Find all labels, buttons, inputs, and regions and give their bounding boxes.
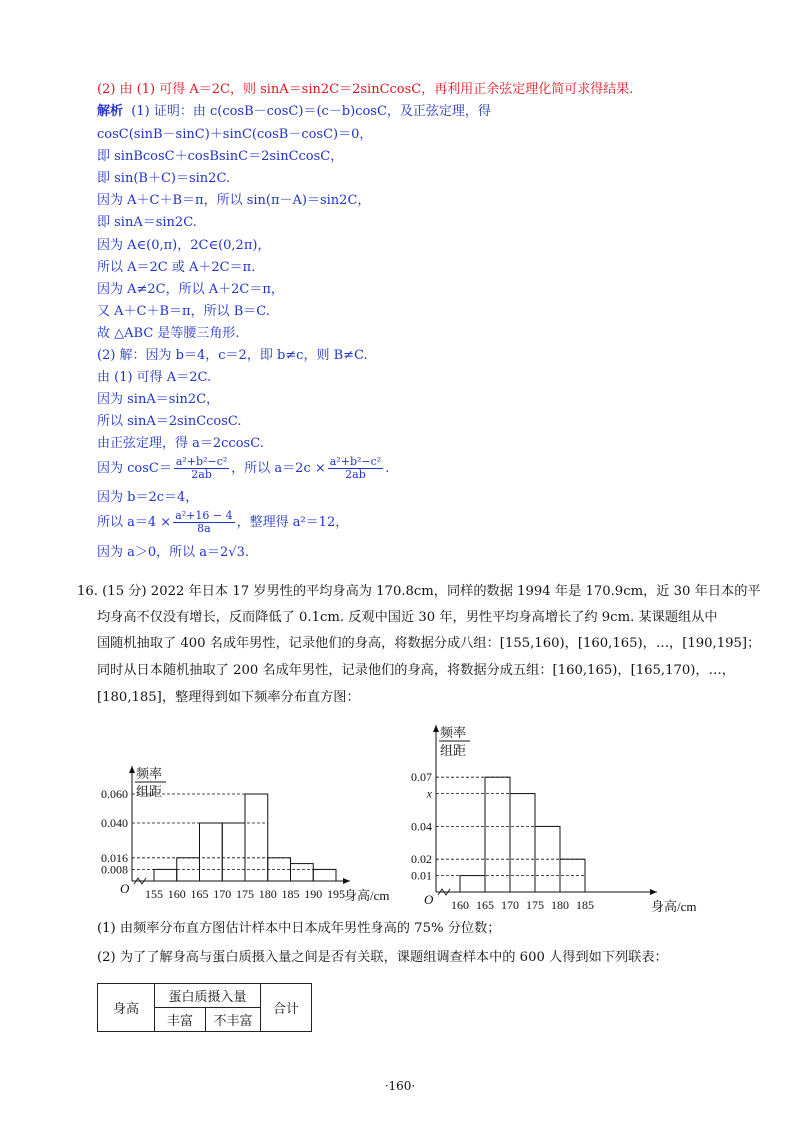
x-tick-label: 195 (327, 887, 345, 901)
x-tick-label: 170 (213, 887, 232, 901)
total-header: 合计 (261, 984, 312, 1032)
histogram-bar (154, 869, 177, 881)
y-tick-label: 0.016 (101, 850, 128, 865)
x-tick-label: 165 (476, 898, 494, 912)
cos-formula-line: 因为 cosC＝ $\frac{\text{a²+b²−c²}}{2ab}$ ，所以 a＝2c × $\frac{\text{a²+b²−c²}}{2ab}$ . (97, 455, 390, 481)
solution-line-16: 由正弦定理，得 a＝2ccosC. (97, 436, 264, 451)
histogram-bar (222, 823, 245, 881)
y-axis-arrow (129, 766, 135, 773)
x-tick-label: 185 (576, 898, 594, 912)
a-sub-fraction: $\frac{\text{a²+16 − 4}}{8a}$ (175, 509, 233, 535)
solution-line-14: 因为 sinA＝sin2C， (97, 392, 220, 407)
x-tick-label: 175 (526, 898, 544, 912)
solution-line-2: cosC(sinB－sinC)＋sinC(cosB－cosC)＝0， (97, 127, 373, 142)
solution-line-5: 因为 A＋C＋B＝π，所以 sin(π－A)＝sin2C， (97, 193, 371, 208)
hint-line: (2) 由 (1) 可得 A＝2C，则 sinA＝sin2C＝2sinCcosC，再利用正余弦定理化简可求得结果. (97, 82, 634, 97)
p16-line-4: 同时从日本随机抽取了 200 名成年男性，记录他们的身高，将数据分成五组：[160,165)，[165,170)，…， (97, 663, 735, 678)
japan-histogram (402, 715, 697, 915)
x-tick-label: 180 (551, 898, 569, 912)
x-tick-label: 175 (236, 887, 254, 901)
protein-header: 蛋白质摄入量 (155, 984, 261, 1008)
y-tick-label: 0.07 (411, 770, 432, 785)
x-tick-label: 160 (167, 887, 186, 901)
histogram-bar (291, 864, 314, 881)
histogram-bar (200, 823, 223, 881)
y-tick-label: 0.04 (411, 819, 432, 834)
y-tick-label: 0.02 (411, 852, 432, 867)
solution-line-3: 即 sinBcosC＋cosBsinC＝2sinCcosC， (97, 149, 344, 164)
solution-line-13: 由 (1) 可得 A＝2C. (97, 370, 212, 385)
x-axis-label: 身高/cm (344, 888, 390, 903)
y-tick-label: x (426, 786, 432, 801)
a-fraction: $\frac{\text{a²+b²−c²}}{2ab}$ (329, 455, 382, 481)
y-axis-arrow (433, 725, 439, 732)
x-tick-label: 190 (304, 887, 323, 901)
y-tick-label: 0.060 (101, 787, 128, 801)
origin-label: O (120, 881, 130, 896)
y-label-bottom: 组距 (136, 784, 163, 799)
x-tick-label: 160 (451, 898, 469, 912)
solution-line-10: 又 A＋C＋B＝π，所以 B＝C. (97, 304, 270, 319)
y-tick-label: 0.008 (101, 862, 128, 877)
question-1: (1) 由频率分布直方图估计样本中日本成年男性身高的 75% 分位数； (97, 921, 501, 936)
height-header: 身高 (98, 984, 155, 1032)
solution-line-11: 故 △ABC 是等腰三角形. (97, 326, 240, 341)
china-histogram (88, 760, 388, 912)
a-formula-line: 所以 a＝4 × $\frac{\text{a²+16 − 4}}{8a}$ ，整理得 a²＝12， (97, 509, 349, 535)
solution-line-9: 因为 A≠2C，所以 A＋2C＝π， (97, 282, 284, 297)
origin-label: O (424, 892, 434, 907)
p16-line-1: 16. (15 分) 2022 年日本 17 岁男性的平均身高为 170.8cm，同样的数据 1994 年是 170.9cm，近 30 年日本的平 (77, 584, 761, 599)
cos-fraction: $\frac{\text{a²+b²−c²}}{2ab}$ (175, 455, 228, 481)
solution-line-7: 因为 A∈(0,π)，2C∈(0,2π)， (97, 238, 271, 253)
p16-line-5: [180,185]，整理得到如下频率分布直方图： (97, 690, 360, 705)
x-axis-arrow (650, 889, 657, 895)
x-tick-label: 180 (258, 887, 277, 901)
x-axis-label: 身高/cm (651, 899, 697, 914)
solution-line-8: 所以 A＝2C 或 A＋2C＝π. (97, 260, 256, 275)
bc-line: 因为 b＝2c＝4， (97, 490, 199, 505)
solution-line-12: (2) 解：因为 b＝4，c＝2，即 b≠c，则 B≠C. (97, 348, 368, 363)
histogram-bar (510, 794, 535, 892)
histogram-bar (485, 777, 510, 892)
question-2: (2) 为了了解身高与蛋白质摄入量之间是否有关联，课题组调查样本中的 600 人得到如下列联表： (97, 950, 668, 965)
page-number: ·160· (384, 1079, 416, 1093)
solution-label: 解析 (97, 104, 124, 119)
x-tick-label: 165 (190, 887, 209, 901)
solution-line-6: 即 sinA＝sin2C. (97, 215, 197, 230)
solution-line-1: 解析 (1) 证明：由 c(cosB－cosC)＝(c－b)cosC，及正弦定理，得 (97, 104, 491, 119)
solution-line-4: 即 sin(B＋C)＝sin2C. (97, 171, 231, 186)
y-tick-label: 0.040 (101, 816, 128, 830)
not-rich-header: 不丰富 (206, 1008, 261, 1032)
histogram-bar (313, 869, 336, 881)
x-axis-arrow (343, 878, 350, 884)
final-line: 因为 a＞0，所以 a＝2√3. (97, 545, 249, 560)
histogram-bar (460, 876, 485, 892)
y-label-top: 频率 (440, 725, 467, 740)
axis-break-mark (134, 878, 146, 884)
p16-line-2: 均身高不仅没有增长，反而降低了 0.1cm. 反观中国近 30 年，男性平均身高增长了约 9cm. 某课题组从中 (97, 610, 718, 625)
solution-line-15: 所以 sinA＝2sinCcosC. (97, 414, 242, 429)
contingency-table (97, 983, 312, 1032)
y-label-bottom: 组距 (440, 743, 467, 758)
x-tick-label: 170 (501, 898, 519, 912)
rich-header: 丰富 (155, 1008, 206, 1032)
histogram-bar (245, 794, 268, 881)
x-tick-label: 155 (145, 887, 163, 901)
y-tick-label: 0.01 (411, 868, 432, 883)
p16-line-3: 国随机抽取了 400 名成年男性，记录他们的身高，将数据分成八组：[155,160)，[160,165)，…，[190,195]； (97, 636, 761, 651)
x-tick-label: 185 (281, 887, 300, 901)
axis-break-mark (438, 889, 450, 895)
y-label-top: 频率 (136, 766, 163, 781)
